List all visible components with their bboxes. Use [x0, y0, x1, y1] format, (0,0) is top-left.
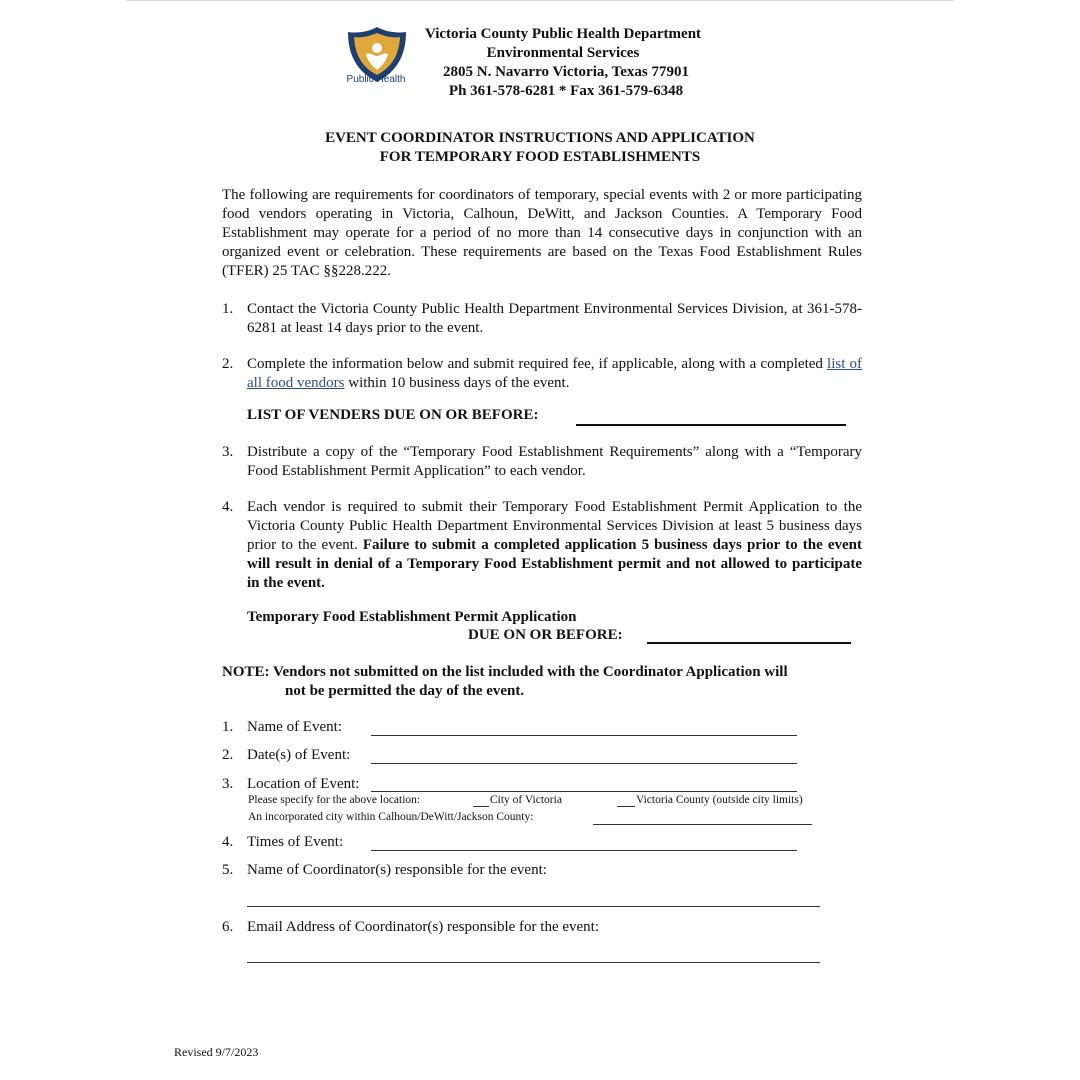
coordinator-email-input[interactable]: [247, 962, 820, 963]
revision-date: Revised 9/7/2023: [174, 1045, 259, 1059]
note-block: [222, 663, 862, 701]
field-label: Email Address of Coordinator(s) responsible for the event:: [247, 919, 600, 935]
step-number: 3.: [222, 444, 234, 460]
tfe-due-label: DUE ON OR BEFORE:: [468, 627, 623, 643]
logo-caption: Public Health: [346, 74, 406, 85]
step-text: Each vendor is required to submit their Temporary Food Establishment Permit Application to the Victoria County Public Health Department Environmental Services Division at least 5 business days prior to the event. Failure to submit a completed application 5 business days prior to the event will result in denial of a Temporary Food Establishment permit and not allowed to participate in the event.: [247, 499, 862, 591]
field-label: Date(s) of Event:: [247, 747, 351, 763]
step-number: 4.: [222, 499, 234, 515]
step-4: [222, 498, 862, 593]
failure-warning: Failure to submit a completed application 5 business days prior to the event will result in denial of a Temporary Food Establishment permit and not allowed to participate in the event.: [247, 537, 862, 591]
note-line-1: NOTE: Vendors not submitted on the list included with the Coordinator Application will: [222, 664, 788, 680]
vendor-list-due-field[interactable]: [576, 424, 846, 426]
field-label: Name of Event:: [247, 719, 342, 735]
incorporated-city-input[interactable]: [593, 824, 812, 825]
title-line-2: FOR TEMPORARY FOOD ESTABLISHMENTS: [379, 149, 701, 165]
agency-letterhead: [410, 25, 716, 101]
step-2: [222, 355, 862, 393]
victoria-county-option: Victoria County (outside city limits): [636, 794, 803, 806]
field-coordinator-email: 6. Email Address of Coordinator(s) responsible for the event:: [222, 919, 600, 935]
field-event-times: 4. Times of Event:: [222, 834, 344, 850]
field-event-dates: 2. Date(s) of Event:: [222, 747, 351, 763]
page-top-border: [127, 0, 953, 1]
field-coordinator-name: 5. Name of Coordinator(s) responsible for the event:: [222, 862, 547, 878]
intro-paragraph: The following are requirements for coordinators of temporary, special events with 2 or more participating food vendors operating in Victoria, Calhoun, DeWitt, and Jackson Counties. A Temporary Food Establishment may operate for a period of no more than 14 consecutive days in conjunction with an organized event or celebration. These requirements are based on the Texas Food Establishment Rules (TFER) 25 TAC §§228.222.: [222, 187, 862, 279]
city-of-victoria-checkbox[interactable]: [473, 806, 489, 807]
field-event-name: 1. Name of Event:: [222, 719, 342, 735]
city-of-victoria-option: City of Victoria: [490, 794, 562, 806]
field-label: Location of Event:: [247, 776, 360, 792]
field-event-location: 3. Location of Event:: [222, 776, 360, 792]
field-label: Name of Coordinator(s) responsible for the event:: [247, 862, 547, 878]
field-label: Times of Event:: [247, 834, 344, 850]
event-location-input[interactable]: [371, 791, 797, 792]
vendor-list-due-label: LIST OF VENDERS DUE ON OR BEFORE:: [247, 407, 539, 423]
document-title: [0, 129, 1080, 167]
agency-name: Victoria County Public Health Department: [424, 26, 702, 42]
step-number: 1.: [222, 301, 234, 317]
tfe-due-field[interactable]: [647, 642, 851, 644]
step-text: Complete the information below and submit required fee, if applicable, along with a completed list of all food vendors within 10 business days of the event.: [247, 356, 863, 391]
event-times-input[interactable]: [371, 850, 797, 851]
step-1: [222, 300, 862, 338]
tfe-application-label: Temporary Food Establishment Permit Application: [247, 609, 577, 625]
title-line-1: EVENT COORDINATOR INSTRUCTIONS AND APPLICATION: [325, 130, 755, 146]
agency-division: Environmental Services: [486, 45, 640, 61]
event-name-input[interactable]: [371, 735, 797, 736]
step-3: [222, 443, 862, 481]
step-text: Contact the Victoria County Public Health Department Environmental Services Division, at 361-578-6281 at least 14 days prior to the event.: [247, 301, 862, 336]
food-vendors-list-link[interactable]: list of all food vendors: [247, 356, 863, 391]
step-number: 2.: [222, 356, 234, 372]
agency-phone-fax: Ph 361-578-6281 * Fax 361-579-6348: [448, 83, 684, 99]
victoria-county-checkbox[interactable]: [617, 806, 635, 807]
location-specify-label: Please specify for the above location:: [248, 794, 421, 806]
note-line-2: not be permitted the day of the event.: [285, 683, 525, 699]
agency-address: 2805 N. Navarro Victoria, Texas 77901: [443, 64, 689, 80]
event-dates-input[interactable]: [371, 763, 797, 764]
coordinator-name-input[interactable]: [247, 906, 820, 907]
incorporated-city-label: An incorporated city within Calhoun/DeWitt/Jackson County:: [248, 811, 534, 823]
step-text: Distribute a copy of the “Temporary Food Establishment Requirements” along with a “Temporary Food Establishment Permit Application” to each vendor.: [247, 444, 862, 479]
